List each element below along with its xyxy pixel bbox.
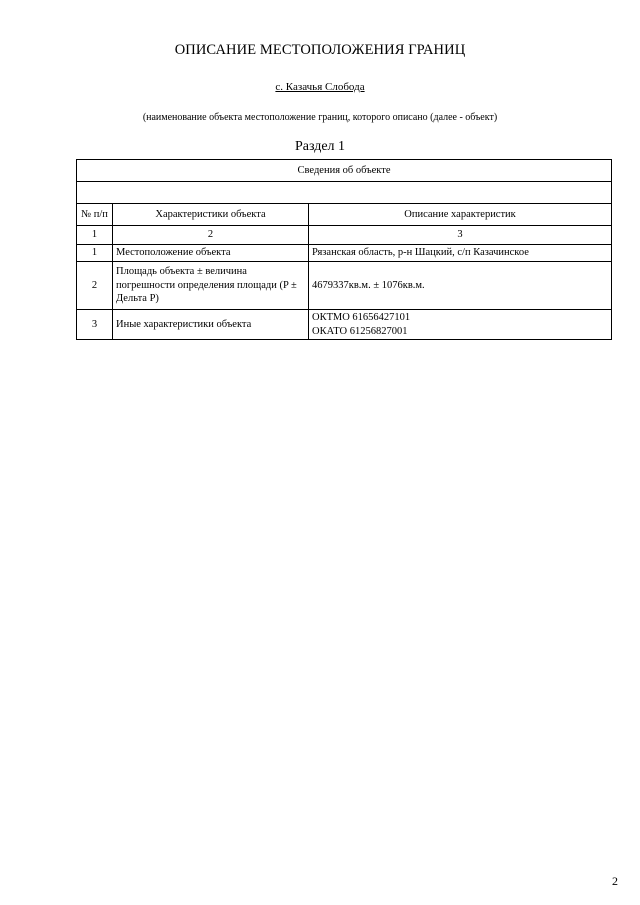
table-row — [77, 262, 612, 310]
object-name-note: (наименование объекта местоположение границ, которого описано (далее - объект) — [142, 112, 498, 123]
page-number: 2 — [612, 874, 618, 888]
header-num: № п/п — [77, 204, 113, 226]
header-characteristic: Характеристики объекта — [113, 204, 309, 226]
row-description: 4679337кв.м. ± 1076кв.м. — [309, 262, 612, 310]
table-empty-row — [77, 182, 612, 204]
row-description — [309, 310, 612, 340]
table-row — [77, 310, 612, 340]
table-header-row — [77, 204, 612, 226]
object-name: с. Казачья Слобода — [275, 81, 365, 93]
document-title: ОПИСАНИЕ МЕСТОПОЛОЖЕНИЯ ГРАНИЦ — [174, 42, 466, 58]
row-characteristic: Площадь объекта ± величина погрешности определения площади (P ± Дельта P) — [113, 262, 309, 310]
table-caption-row — [77, 160, 612, 182]
row-num: 3 — [77, 310, 113, 340]
oktmo-code: ОКТМО 61656427101 — [312, 312, 411, 324]
row-characteristic: Иные характеристики объекта — [113, 310, 309, 340]
column-number-3: 3 — [309, 226, 612, 245]
object-info-table — [76, 159, 612, 340]
row-num: 2 — [77, 262, 113, 310]
header-description: Описание характеристик — [309, 204, 612, 226]
column-number-row — [77, 226, 612, 245]
row-description: Рязанская область, р-н Шацкий, с/п Казачинское — [309, 245, 612, 262]
column-number-2: 2 — [113, 226, 309, 245]
object-name-line — [0, 81, 640, 93]
table-caption: Сведения об объекте — [77, 160, 612, 182]
section-title: Раздел 1 — [294, 139, 346, 154]
table-empty-cell — [77, 182, 612, 204]
row-num: 1 — [77, 245, 113, 262]
row-characteristic: Местоположение объекта — [113, 245, 309, 262]
table-row — [77, 245, 612, 262]
column-number-1: 1 — [77, 226, 113, 245]
okato-code: ОКАТО 61256827001 — [312, 325, 408, 337]
